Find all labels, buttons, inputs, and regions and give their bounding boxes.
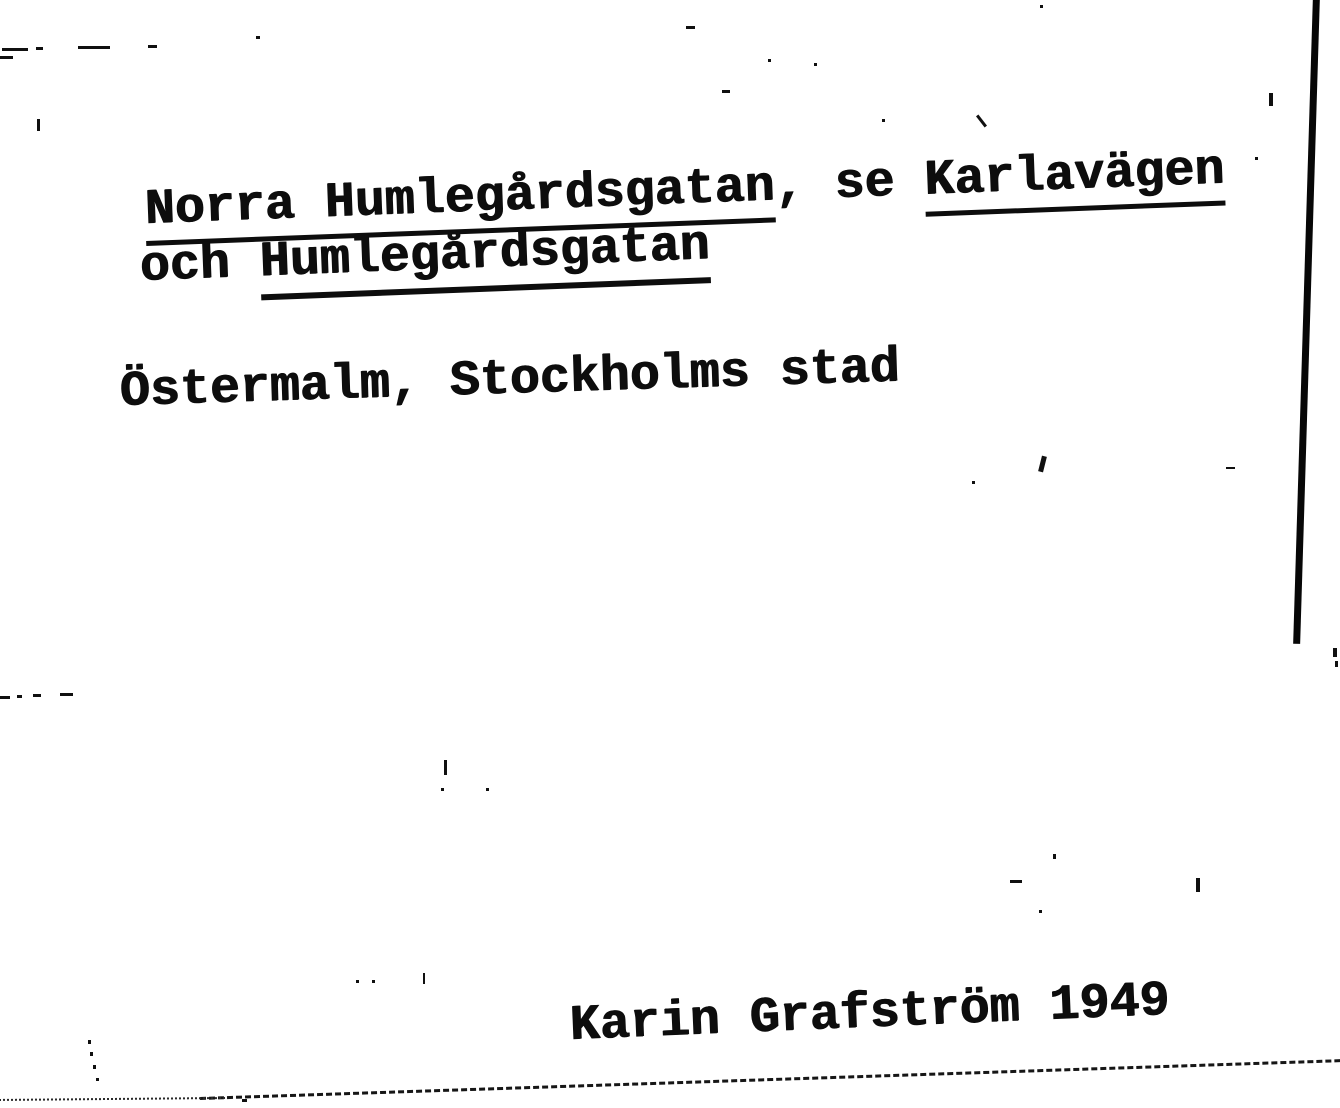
scan-speckle — [1053, 854, 1056, 859]
scan-speckle — [441, 788, 444, 791]
scan-speckle — [768, 59, 771, 62]
right-edge-rule — [1293, 0, 1320, 644]
scan-speckle — [242, 1099, 247, 1102]
scan-speckle — [1039, 910, 1042, 913]
scan-speckle — [36, 47, 43, 50]
scan-speckle — [882, 119, 885, 122]
scan-speckle — [2, 48, 28, 51]
scan-speckle — [356, 980, 359, 983]
scan-speckle — [686, 26, 695, 29]
scan-speckle — [60, 693, 73, 696]
scan-speckle — [1269, 93, 1273, 106]
scan-speckle — [17, 695, 22, 698]
scan-speckle — [1255, 157, 1258, 160]
signature-line: Karin Grafström 1949 — [568, 972, 1171, 1055]
scan-speckle — [93, 1065, 96, 1069]
scan-speckle — [1040, 5, 1043, 8]
scan-speckle — [78, 46, 110, 49]
scan-speckle — [1196, 878, 1200, 892]
scan-speckle — [1010, 880, 1022, 883]
scan-speckle — [976, 115, 987, 128]
scan-speckle — [814, 63, 817, 66]
cross-reference-karlavagen: Karlavägen — [924, 141, 1226, 216]
scan-speckle — [1333, 648, 1337, 657]
bottom-edge-dotted-line — [200, 1059, 1340, 1100]
scan-speckle — [1335, 661, 1338, 667]
scan-speckle — [1038, 456, 1047, 473]
scan-speckle — [0, 56, 13, 59]
district-line: Östermalm, Stockholms stad — [119, 339, 901, 421]
scan-speckle — [722, 90, 730, 93]
scan-speckle — [444, 760, 447, 775]
entry-term: Norra Humlegårdsgatan — [144, 158, 776, 246]
scan-speckle — [33, 694, 41, 697]
scan-speckle — [423, 973, 425, 984]
scan-speckle — [372, 980, 375, 983]
scan-speckle — [148, 45, 157, 48]
bottom-edge-dotted-line-left — [0, 1097, 225, 1101]
scan-speckle — [37, 119, 40, 131]
scan-speckle — [1226, 467, 1235, 469]
scan-speckle — [96, 1078, 99, 1081]
scan-speckle — [88, 1040, 91, 1044]
scan-speckle — [256, 36, 260, 39]
scan-speckle — [90, 1052, 93, 1056]
conjunction-och: och — [138, 234, 262, 296]
scan-speckle — [0, 696, 10, 699]
see-separator: , se — [773, 152, 926, 216]
cross-reference-humlegardsgatan: Humlegårdsgatan — [259, 217, 711, 300]
scan-speckle — [972, 481, 975, 484]
scan-speckle — [486, 788, 489, 791]
